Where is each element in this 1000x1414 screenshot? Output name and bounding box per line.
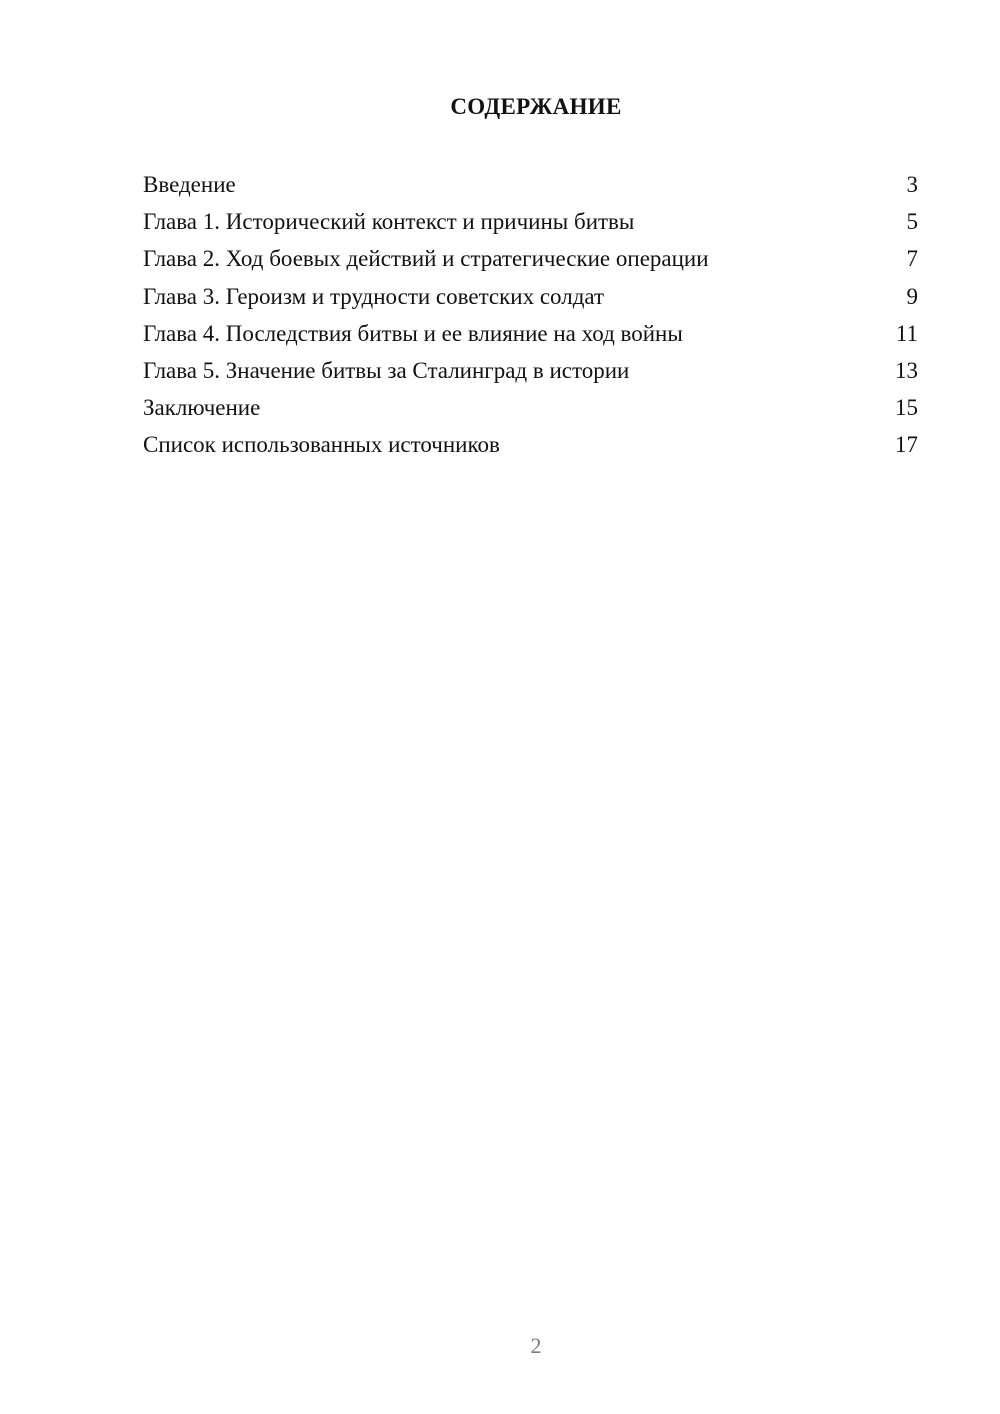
toc-entry-page: 9 <box>906 283 918 309</box>
toc-entry-label: Введение <box>143 172 236 197</box>
toc-entry-page: 7 <box>906 246 918 272</box>
toc-entry-page: 3 <box>906 172 918 197</box>
toc-entry-chapter-2 <box>143 244 918 281</box>
toc-entry-label: Глава 3. Героизм и трудности советских солдат <box>143 283 605 309</box>
page-number: 2 <box>530 1333 542 1358</box>
toc-entry-chapter-1 <box>143 207 918 244</box>
toc-entry-label: Глава 2. Ход боевых действий и стратегические операции <box>143 246 709 272</box>
toc-entry-chapter-3 <box>143 282 918 319</box>
toc-entry-page: 13 <box>895 357 918 383</box>
table-of-contents <box>143 170 918 468</box>
toc-entry-chapter-4 <box>143 319 918 356</box>
toc-entry-references <box>143 430 918 467</box>
toc-entry-label: Заключение <box>143 395 261 421</box>
toc-entry-label: Глава 1. Исторический контекст и причины битвы <box>143 209 635 235</box>
toc-entry-introduction <box>143 170 918 207</box>
toc-entry-conclusion <box>143 393 918 430</box>
page-title: СОДЕРЖАНИЕ <box>450 94 622 119</box>
toc-entry-page: 17 <box>895 432 918 458</box>
toc-entry-label: Глава 5. Значение битвы за Сталинград в истории <box>143 357 630 383</box>
toc-entry-page: 11 <box>895 320 918 346</box>
toc-entry-page: 5 <box>906 209 918 235</box>
toc-entry-page: 15 <box>895 395 918 421</box>
toc-entry-label: Список использованных источников <box>143 432 500 458</box>
toc-entry-chapter-5 <box>143 356 918 393</box>
toc-entry-label: Глава 4. Последствия битвы и ее влияние на ход войны <box>143 320 683 346</box>
